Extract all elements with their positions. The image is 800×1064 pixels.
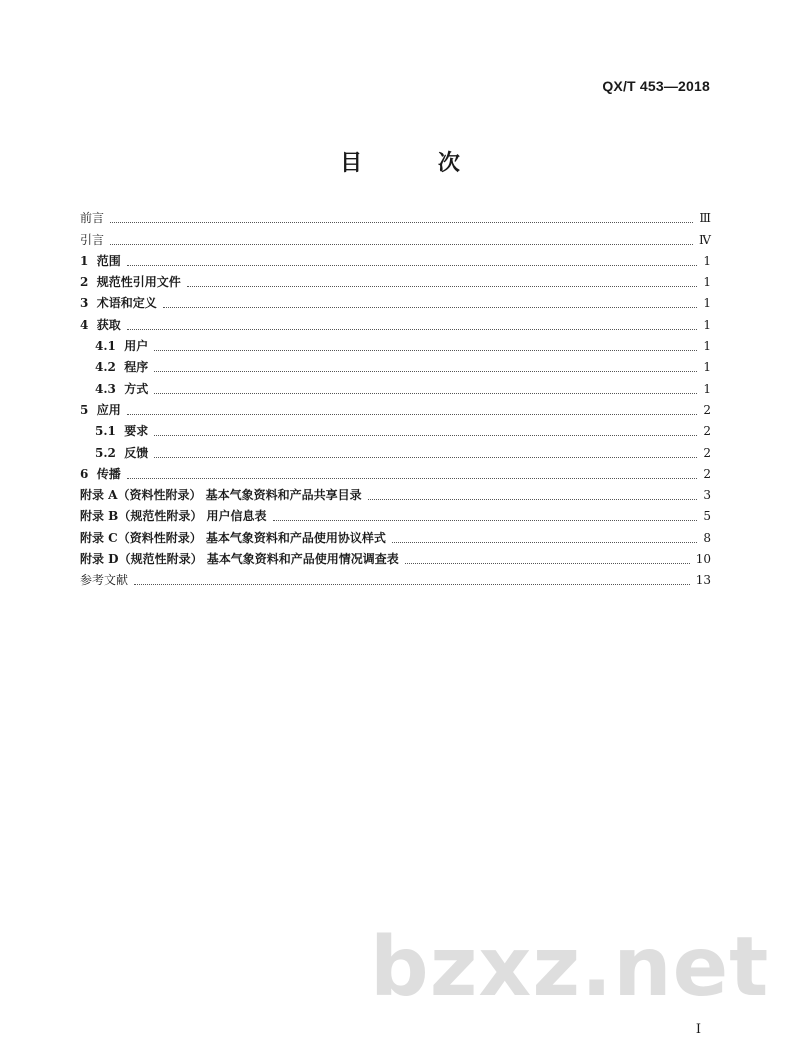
toc-dot-leader [273, 519, 698, 521]
toc-entry-label: 附录 A（资料性附录） 基本气象资料和产品共享目录 [80, 488, 362, 503]
toc-entry[interactable] [80, 334, 711, 355]
toc-entry-page: 3 [703, 488, 711, 503]
toc-dot-leader [187, 285, 698, 287]
toc-dot-leader [368, 498, 698, 500]
toc-entry[interactable] [80, 227, 711, 248]
toc-entry-label: 前言 [80, 211, 105, 226]
toc-entry[interactable] [80, 376, 711, 397]
toc-dot-leader [134, 583, 690, 585]
toc-entry-page: 1 [703, 360, 711, 375]
toc-entry[interactable] [80, 249, 711, 270]
toc-entry-page: 13 [695, 573, 711, 588]
toc-entry-page: 1 [703, 296, 711, 311]
toc-entry-label: 4.2 程序 [95, 360, 149, 375]
toc-entry-page: 1 [703, 253, 711, 268]
toc-entry[interactable] [80, 547, 711, 568]
toc-entry-label: 4 获取 [80, 317, 121, 332]
toc-entry-page: 1 [703, 381, 711, 396]
page-title: 目 次 [340, 150, 494, 176]
page-number: I [695, 1022, 701, 1037]
toc-entry-label: 附录 C（资料性附录） 基本气象资料和产品使用协议样式 [80, 530, 386, 545]
toc-entry-page: 2 [703, 445, 711, 460]
toc-entry[interactable] [80, 270, 711, 291]
toc-dot-leader [154, 349, 697, 351]
toc-entry[interactable] [80, 206, 711, 227]
toc-entry-page: 10 [695, 552, 711, 567]
toc-entry-label: 1 范围 [80, 253, 121, 268]
toc-dot-leader [392, 541, 697, 543]
toc-entry-page: Ⅳ [699, 232, 711, 247]
toc-entry-label: 2 规范性引用文件 [80, 275, 181, 290]
toc-entry-page: 2 [703, 402, 711, 417]
toc-entry[interactable] [80, 291, 711, 312]
toc-entry[interactable] [80, 355, 711, 376]
toc-dot-leader [154, 456, 697, 458]
toc-entry-label: 5.1 要求 [95, 424, 149, 439]
toc-entry-page: 1 [703, 317, 711, 332]
toc-entry-page: 2 [703, 466, 711, 481]
toc-dot-leader [154, 434, 697, 436]
toc-entry[interactable] [80, 568, 711, 589]
toc-dot-leader [154, 392, 697, 394]
toc-dot-leader [110, 243, 693, 245]
toc-entry[interactable] [80, 419, 711, 440]
toc-entry[interactable] [80, 483, 711, 504]
toc-entry[interactable] [80, 440, 711, 461]
toc-entry-label: 参考文献 [80, 573, 129, 588]
toc-entry-label: 5.2 反馈 [95, 445, 149, 460]
toc-entry-label: 3 术语和定义 [80, 296, 157, 311]
toc-dot-leader [127, 264, 698, 266]
toc-entry[interactable] [80, 525, 711, 546]
toc-entry-label: 5 应用 [80, 402, 121, 417]
toc-dot-leader [127, 413, 698, 415]
standard-code: QX/T 453—2018 [602, 78, 710, 94]
toc-entry[interactable] [80, 462, 711, 483]
toc-entry-page: 1 [703, 275, 711, 290]
toc-dot-leader [163, 306, 698, 308]
toc-entry-page: 2 [703, 424, 711, 439]
toc-dot-leader [154, 370, 697, 372]
toc-entry-label: 附录 D（规范性附录） 基本气象资料和产品使用情况调查表 [80, 552, 399, 567]
table-of-contents [80, 206, 711, 589]
toc-entry-label: 4.3 方式 [95, 381, 149, 396]
toc-dot-leader [127, 328, 698, 330]
toc-dot-leader [127, 477, 698, 479]
toc-dot-leader [405, 562, 690, 564]
toc-entry-label: 4.1 用户 [95, 339, 149, 354]
toc-entry-page: Ⅲ [699, 211, 711, 226]
toc-entry-page: 1 [703, 339, 711, 354]
toc-entry[interactable] [80, 312, 711, 333]
toc-entry-label: 引言 [80, 232, 105, 247]
toc-entry-label: 6 传播 [80, 466, 121, 481]
toc-dot-leader [110, 221, 693, 223]
watermark: bzxz.net [370, 920, 770, 1015]
toc-entry-label: 附录 B（规范性附录） 用户信息表 [80, 509, 267, 524]
toc-entry[interactable] [80, 504, 711, 525]
toc-entry-page: 5 [703, 509, 711, 524]
toc-entry[interactable] [80, 398, 711, 419]
toc-entry-page: 8 [703, 530, 711, 545]
